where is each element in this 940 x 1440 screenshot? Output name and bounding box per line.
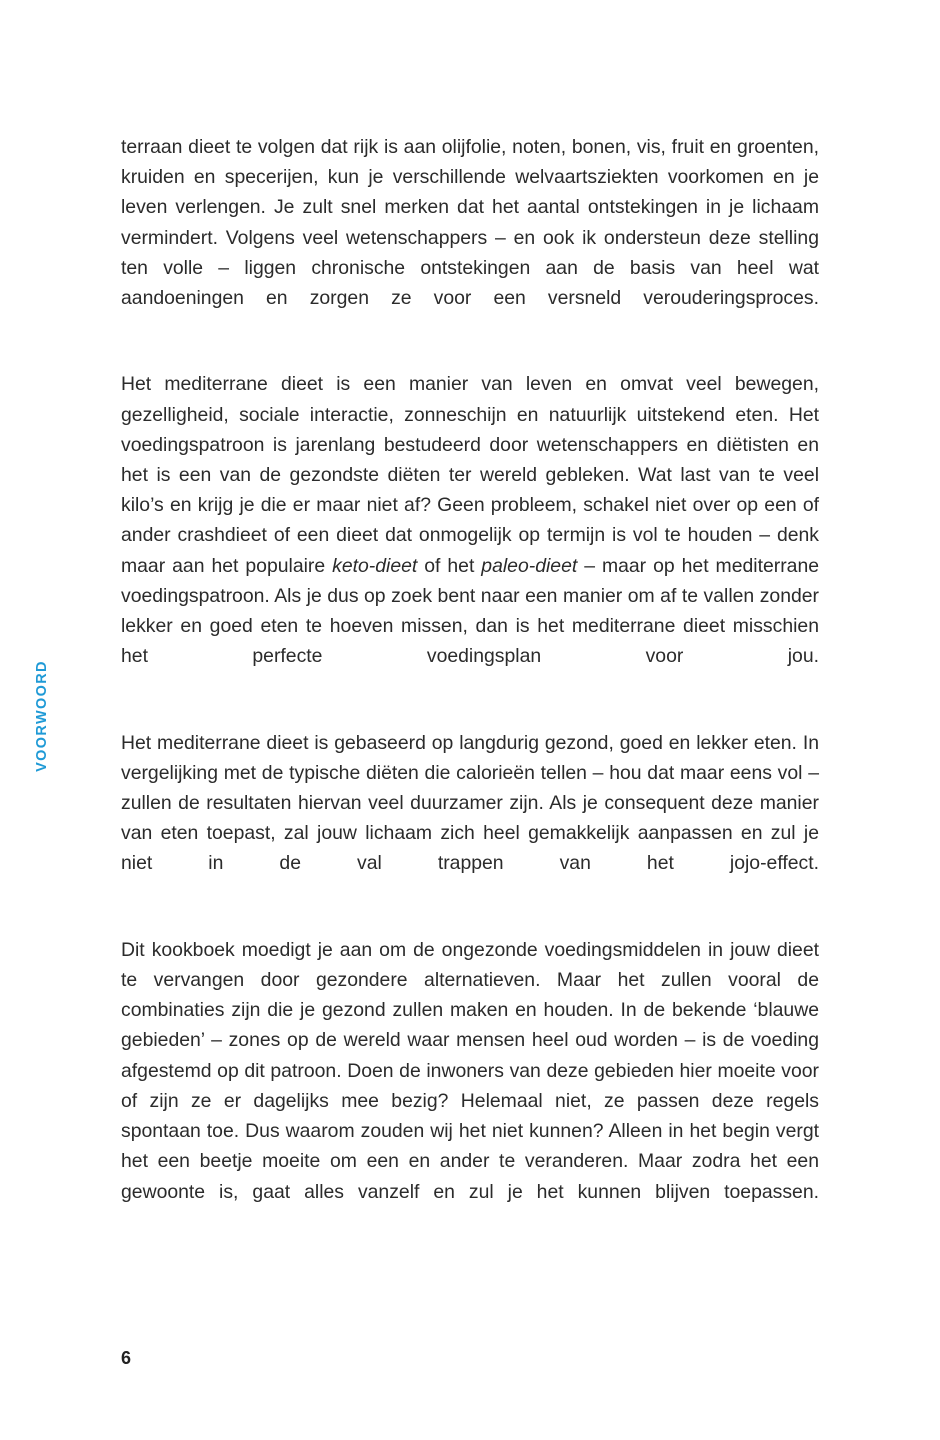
page-number: 6	[121, 1348, 132, 1368]
body-text: Het mediterrane dieet is gebaseerd op langdurig gezond, goed en lekker eten. In vergelijking met de typische diëten die calorieën tellen – hou dat maar eens vol – zullen de resultaten hiervan veel duurzamer zijn. Als je consequent deze manier van eten toepast, zal jouw lichaam zich heel gemakkelijk aanpassen en zul je niet in de val trappen van het jojo-effect.	[121, 731, 819, 875]
running-head-label: VOORWOORD	[34, 660, 50, 772]
body-text: – maar op het mediterrane voedingspatroon. Als je dus op zoek bent naar een manier om af te vallen zonder lekker en goed eten te hoeven missen, dan is het mediterrane dieet misschien het perfecte voedingsplan voor jou.	[121, 554, 820, 668]
body-text: of het	[417, 554, 482, 577]
body-text-column	[121, 132, 819, 1237]
paragraph-3	[121, 728, 819, 909]
emphasis-text: keto-dieet	[332, 554, 418, 577]
body-text: terraan dieet te volgen dat rijk is aan olijfolie, noten, bonen, vis, fruit en groenten, kruiden en specerijen, kun je verschillende welvaartsziekten voorkomen en je leven verlengen. Je zult snel merken dat het aantal ontstekingen in je lichaam vermindert. Volgens veel wetenschappers – en ook ik ondersteun deze stelling ten volle – liggen chronische ontstekingen aan de basis van heel wat aandoeningen en zorgen ze voor een versneld verouderingsproces.	[121, 136, 819, 310]
paragraph-1	[121, 132, 819, 343]
running-head	[0, 0, 84, 1440]
body-text: Het mediterrane dieet is een manier van leven en omvat veel bewegen, gezelligheid, sociale interactie, zonneschijn en natuurlijk uitstekend eten. Het voedingspatroon is jarenlang bestudeerd door wetenschappers en diëtisten en het is een van de gezondste diëten ter wereld gebleken. Wat last van te veel kilo’s en krijg je die er maar niet af? Geen probleem, schakel niet over op een of ander crashdieet of een dieet dat onmogelijk op termijn is vol te houden – denk maar aan het populaire	[121, 373, 819, 577]
paragraph-4	[121, 935, 819, 1237]
emphasis-text: paleo-dieet	[481, 554, 578, 577]
body-text: Dit kookboek moedigt je aan om de ongezonde voedingsmiddelen in jouw dieet te vervangen door gezondere alternatieven. Maar het zullen vooral de combinaties zijn die je gezond zullen maken en houden. In de bekende ‘blauwe gebieden’ – zones op de wereld waar mensen heel oud worden – is de voeding afgestemd op dit patroon. Doen de inwoners van deze gebieden hier moeite voor of zijn ze er dagelijks mee bezig? Helemaal niet, ze passen deze regels spontaan toe. Dus waarom zouden wij het niet kunnen? Alleen in het begin vergt het een beetje moeite om een en ander te veranderen. Maar zodra het een gewoonte is, gaat alles vanzelf en zul je het kunnen blijven toepassen.	[121, 938, 819, 1203]
paragraph-2	[121, 369, 819, 701]
